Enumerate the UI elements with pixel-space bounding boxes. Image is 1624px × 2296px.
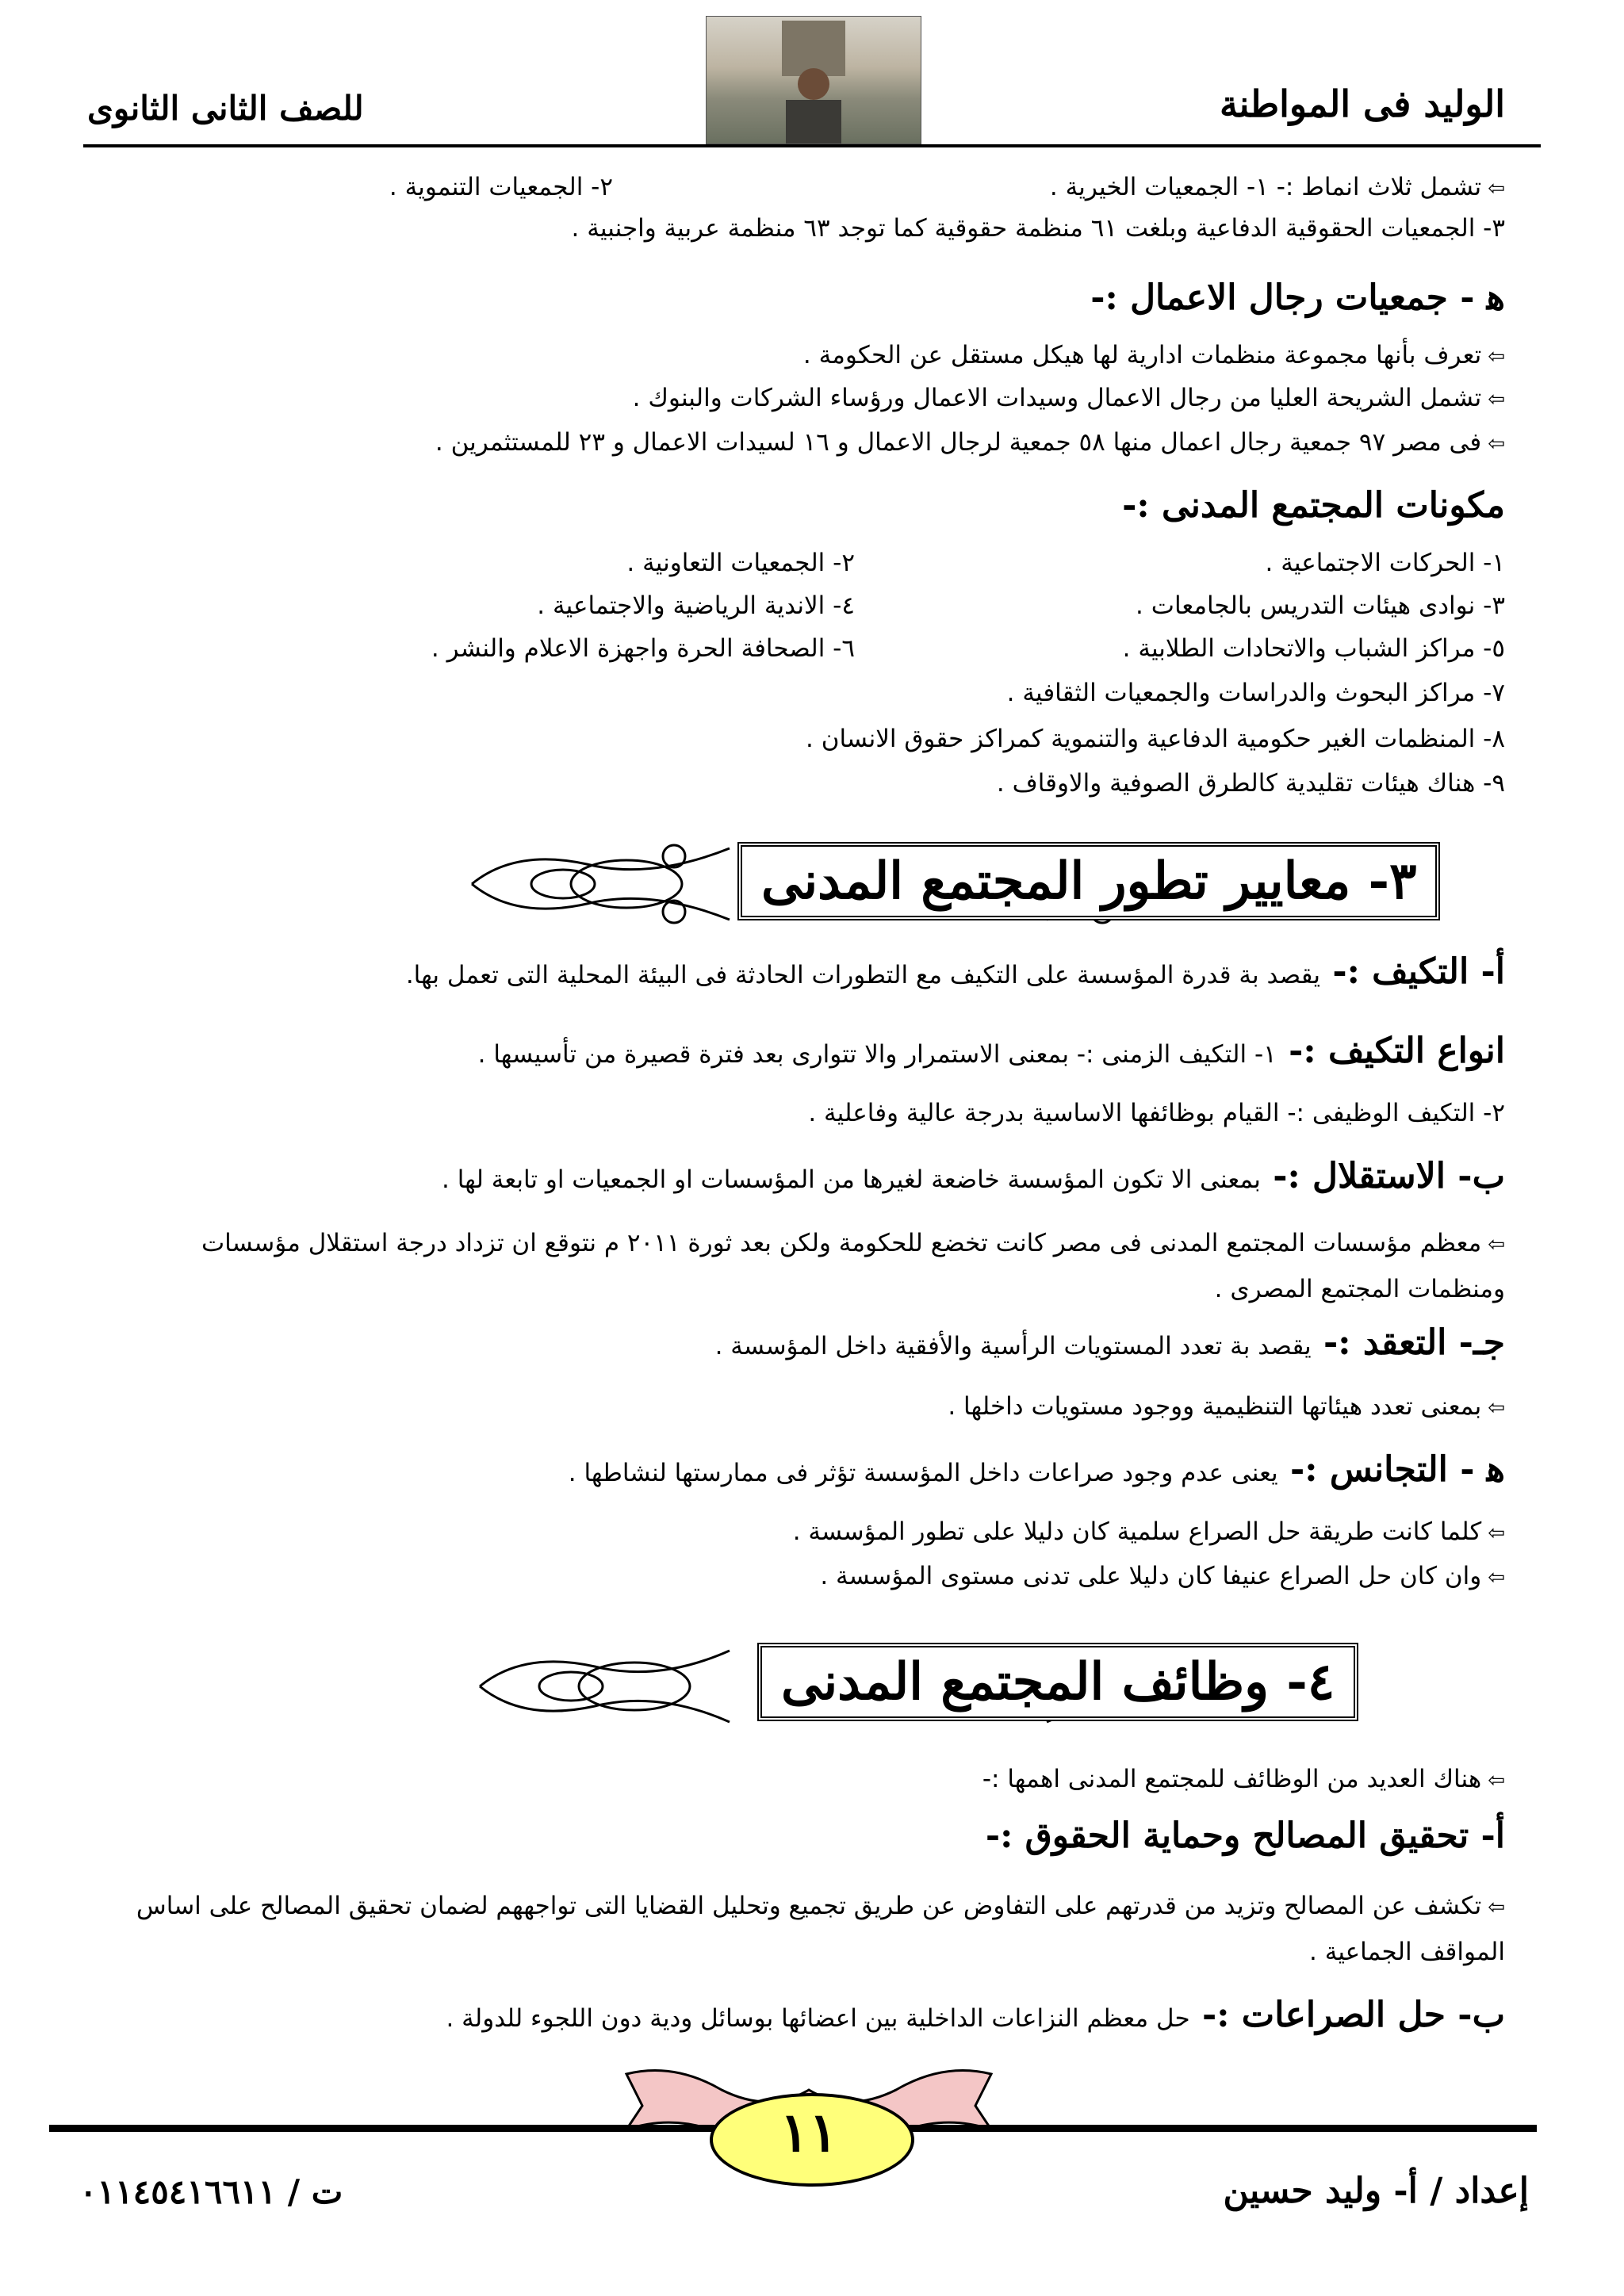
header-right-title: الوليد فى المواطنة <box>1219 82 1505 125</box>
list-item: ٢- الجمعيات التنموية . <box>389 173 613 201</box>
list-item: ٥- مراكز الشباب والاتحادات الطلابية . <box>1122 634 1505 663</box>
list-item: ⇦كلما كانت طريقة حل الصراع سلمية كان دليلا على تطور المؤسسة . <box>792 1517 1505 1546</box>
header-left-title: للصف الثانى الثانوى <box>87 89 364 128</box>
banner-title: ٤- وظائف المجتمع المدنى <box>757 1643 1358 1721</box>
paragraph: ⇦معظم مؤسسات المجتمع المدنى فى مصر كانت تخضع للحكومة ولكن بعد ثورة ٢٠١١ م نتوقع ان تزداد درجة استقلال مؤسسات ومنظمات المجتمع المصرى . <box>201 1229 1505 1303</box>
criterion-row: أ- التكيف :- يقصد بة قدرة المؤسسة على التكيف مع التطورات الحادثة فى البيئة المحلية التى تعمل بها. <box>405 951 1505 992</box>
list-item: ⇦هناك العديد من الوظائف للمجتمع المدنى اهمها :- <box>982 1765 1505 1793</box>
arrow-icon: ⇦ <box>1488 1233 1505 1257</box>
page-number: ١١ <box>779 2101 838 2164</box>
header-rule <box>83 144 1541 147</box>
arrow-icon: ⇦ <box>1488 1566 1505 1590</box>
list-item: ٤- الاندية الرياضية والاجتماعية . <box>537 591 855 620</box>
criterion-row: انواع التكيف :- ١- التكيف الزمنى :- بمعنى الاستمرار والا تتوارى بعد فترة قصيرة من تأسيسها . <box>477 1031 1505 1071</box>
phone-number: ت / ٠١١٤٥٤١٦٦١١ <box>79 2172 343 2211</box>
list-item: ٣- نوادى هيئات التدريس بالجامعات . <box>1136 591 1505 620</box>
arrow-icon: ⇦ <box>1488 432 1505 456</box>
arrow-icon: ⇦ <box>1488 345 1505 369</box>
list-item: ⇦فى مصر ٩٧ جمعية رجال اعمال منها ٥٨ جمعية لرجال الاعمال و ١٦ لسيدات الاعمال و ٢٣ للمستثمرين . <box>435 428 1505 457</box>
banner-title: ٣- معايير تطور المجتمع المدنى <box>737 842 1440 920</box>
criterion-row: جـ- التعقد :- يقصد بة تعدد المستويات الرأسية والأفقية داخل المؤسسة . <box>714 1322 1505 1363</box>
arrow-icon: ⇦ <box>1488 1769 1505 1793</box>
list-item: ٦- الصحافة الحرة واجهزة الاعلام والنشر . <box>431 634 855 663</box>
list-item: ٨- المنظمات الغير حكومية الدفاعية والتنموية كمراكز حقوق الانسان . <box>806 725 1505 753</box>
list-item: ٧- مراكز البحوث والدراسات والجمعيات الثقافية . <box>1006 679 1505 707</box>
list-item: ٩- هناك هيئات تقليدية كالطرق الصوفية والاوقاف . <box>996 769 1505 798</box>
list-item: ⇦تشمل ثلاث انماط :- ١- الجمعيات الخيرية . <box>1049 173 1505 201</box>
section-heading: ﻫ - جمعيات رجال الاعمال :- <box>1090 277 1505 318</box>
paragraph: ⇦تكشف عن المصالح وتزيد من قدرتهم على التفاوض عن طريق تجميع وتحليل القضايا التى تواجههم لضمان تحقيق المصالح على اساس المواقف الجماعية . <box>136 1892 1505 1966</box>
arrow-icon: ⇦ <box>1488 1396 1505 1420</box>
author-photo <box>706 16 921 144</box>
section-heading: مكونات المجتمع المدنى :- <box>1122 485 1505 526</box>
list-item: ⇦وان كان حل الصراع عنيفا كان دليلا على تدنى مستوى المؤسسة . <box>820 1562 1505 1590</box>
section-heading: أ- تحقيق المصالح وحماية الحقوق :- <box>985 1816 1505 1856</box>
list-item: ١- الحركات الاجتماعية . <box>1265 549 1505 577</box>
arrow-icon: ⇦ <box>1488 1896 1505 1919</box>
list-item: ⇦تشمل الشريحة العليا من رجال الاعمال وسيدات الاعمال ورؤساء الشركات والبنوك . <box>632 384 1505 412</box>
criterion-row: ب- الاستقلال :- بمعنى الا تكون المؤسسة خاضعة لغيرها من المؤسسات او الجمعيات او تابعة لها . <box>442 1156 1505 1196</box>
list-item: ⇦بمعنى تعدد هيئاتها التنظيمية ووجود مستويات داخلها . <box>948 1392 1505 1421</box>
author-credit: إعداد / أ- وليد حسين <box>1223 2171 1529 2211</box>
criterion-row: ب- حل الصراعات :- حل معظم النزاعات الداخلية بين اعضائها بوسائل ودية دون اللجوء للدولة . <box>446 1995 1505 2035</box>
list-item: ٢- التكيف الوظيفى :- القيام بوظائفها الاساسية بدرجة عالية وفاعلية . <box>808 1099 1505 1127</box>
arrow-icon: ⇦ <box>1488 388 1505 411</box>
list-item: ٣- الجمعيات الحقوقية الدفاعية وبلغت ٦١ منظمة حقوقية كما توجد ٦٣ منظمة عربية واجنبية . <box>571 214 1505 243</box>
arrow-icon: ⇦ <box>1488 177 1505 201</box>
list-item: ٢- الجمعيات التعاونية . <box>626 549 855 577</box>
arrow-icon: ⇦ <box>1488 1521 1505 1545</box>
list-item: ⇦تعرف بأنها مجموعة منظمات ادارية لها هيكل مستقل عن الحكومة . <box>802 341 1505 369</box>
criterion-row: ﻫ - التجانس :- يعنى عدم وجود صراعات داخل المؤسسة تؤثر فى ممارستها لنشاطها . <box>568 1449 1505 1490</box>
